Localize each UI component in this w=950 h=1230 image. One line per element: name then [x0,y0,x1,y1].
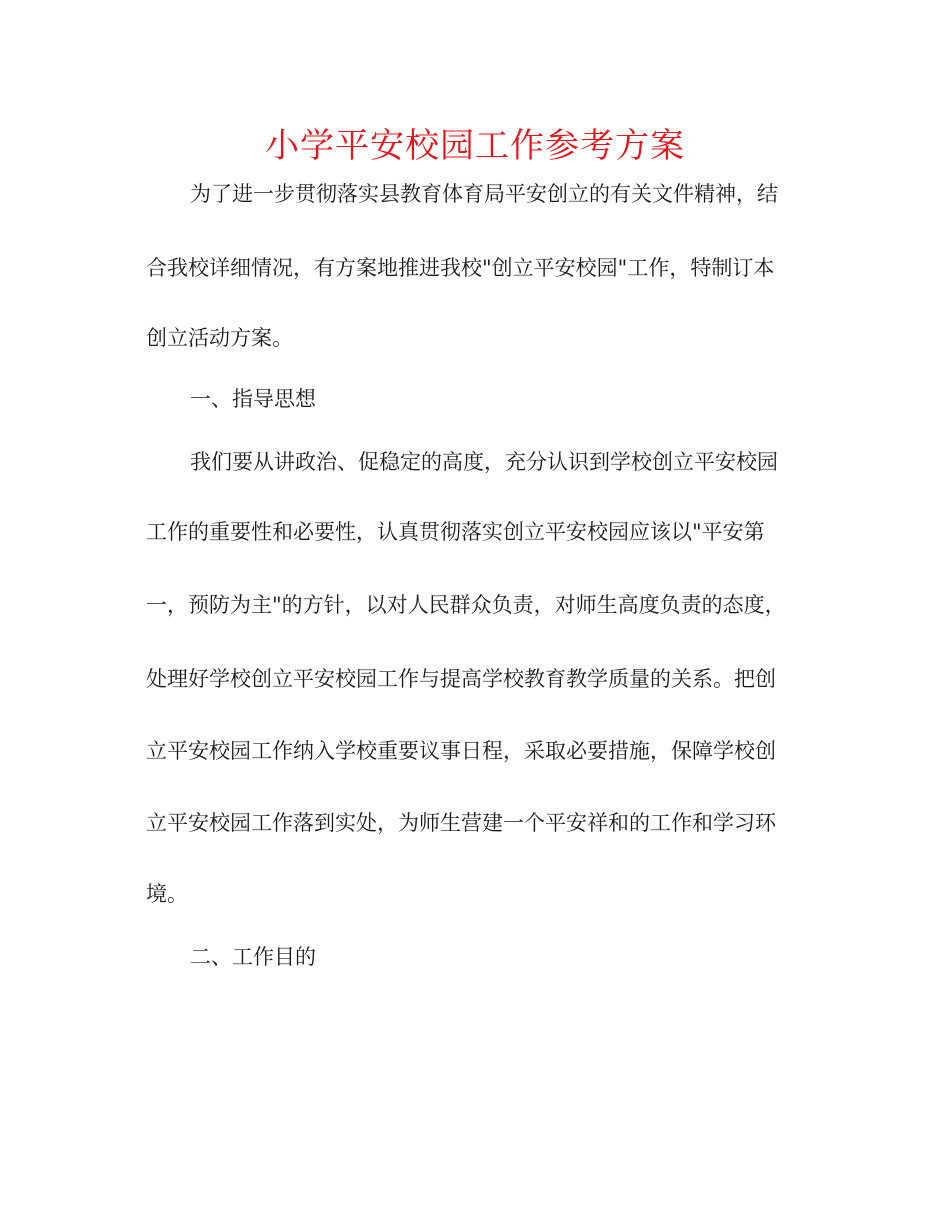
section-heading: 二、工作目的 [190,945,316,969]
paragraph-line: 创立活动方案。 [146,326,293,350]
paragraph-line: 为了进一步贯彻落实县教育体育局平安创立的有关文件精神，结 [190,182,778,206]
section-heading: 一、指导思想 [190,387,316,411]
paragraph-line: 立平安校园工作纳入学校重要议事日程，采取必要措施，保障学校创 [146,739,776,763]
paragraph-line: 境。 [146,882,188,906]
paragraph-line: 合我校详细情况，有方案地推进我校"创立平安校园"工作，特制订本 [146,256,775,280]
paragraph-line: 我们要从讲政治、促稳定的高度，充分认识到学校创立平安校园 [190,450,778,474]
paragraph-line: 工作的重要性和必要性，认真贯彻落实创立平安校园应该以"平安第 [146,520,765,544]
paragraph-line: 一，预防为主"的方针，以对人民群众负责，对师生高度负责的态度， [146,593,786,617]
paragraph-line: 立平安校园工作落到实处，为师生营建一个平安祥和的工作和学习环 [146,811,776,835]
document-title: 小学平安校园工作参考方案 [265,126,685,166]
paragraph-line: 处理好学校创立平安校园工作与提高学校教育教学质量的关系。把创 [146,667,776,691]
